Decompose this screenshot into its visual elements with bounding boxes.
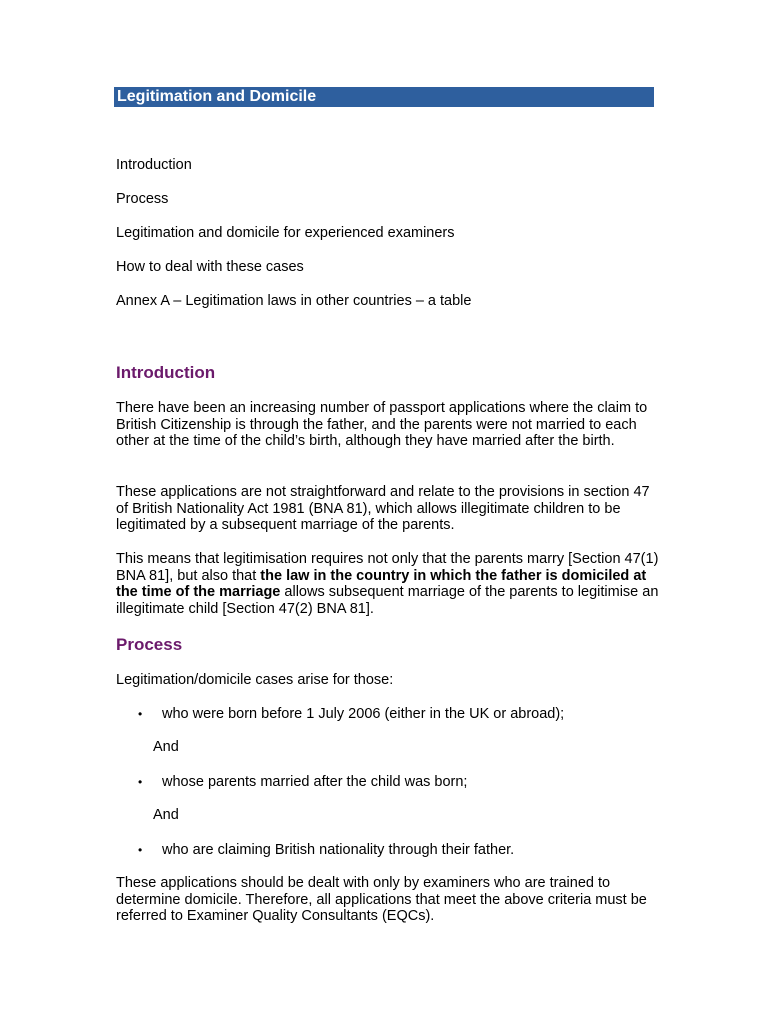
toc-link[interactable]: Introduction <box>116 157 192 173</box>
and-connector: And <box>153 739 179 755</box>
process-closing-paragraph: These applications should be dealt with only by examiners who are trained to determine domicile. Therefore, all applications that meet the above criteria must be referred to Examiner Quality Consultants (EQCs). <box>116 875 647 924</box>
table-of-contents <box>116 157 471 327</box>
introduction-paragraph-2: These applications are not straightforward and relate to the provisions in section 47 of British Nationality Act 1981 (BNA 81), which allows illegitimate children to be legitimated by a subsequent marriage of the parents. <box>116 484 650 533</box>
introduction-heading: Introduction <box>116 363 216 382</box>
emphasis-text: the law in the country in which the father is domiciled at the time of the marriage <box>116 567 647 600</box>
list-item <box>138 706 564 723</box>
document-title: Legitimation and Domicile <box>114 87 654 107</box>
and-connector: And <box>153 807 179 823</box>
toc-item-how-to-deal[interactable] <box>116 259 471 293</box>
paragraph-text: allows subsequent marriage of the parents to legitimise an illegitimate child [Section 47(2) BNA 81]. <box>116 584 659 617</box>
list-item <box>138 842 514 859</box>
toc-item-experienced-examiners[interactable] <box>116 225 471 259</box>
introduction-paragraph-1: There have been an increasing number of passport applications where the claim to British Citizenship is through the father, and the parents were not married to each other at the time of the child’s birth, although they have married after the birth. <box>116 400 648 449</box>
list-item-text: who were born before 1 July 2006 (either in the UK or abroad); <box>162 706 565 722</box>
bullet-icon: • <box>138 843 143 857</box>
toc-item-process[interactable] <box>116 191 471 225</box>
process-heading: Process <box>116 635 183 654</box>
toc-item-annex-a[interactable] <box>116 293 471 327</box>
list-item-text: who are claiming British nationality through their father. <box>162 842 515 858</box>
toc-item-introduction[interactable] <box>116 157 471 191</box>
toc-link[interactable]: Annex A – Legitimation laws in other countries – a table <box>116 293 472 309</box>
list-item-text: whose parents married after the child was born; <box>162 774 468 790</box>
process-intro: Legitimation/domicile cases arise for those: <box>116 672 394 688</box>
toc-link[interactable]: How to deal with these cases <box>116 259 304 275</box>
list-item <box>138 774 467 791</box>
paragraph-text: This means that legitimisation requires not only that the parents marry [Section 47(1) BNA 81], but also that <box>116 551 659 584</box>
bullet-icon: • <box>138 775 143 789</box>
bullet-icon: • <box>138 707 143 721</box>
toc-link[interactable]: Legitimation and domicile for experienced examiners <box>116 225 455 241</box>
toc-link[interactable]: Process <box>116 191 169 207</box>
introduction-paragraph-3 <box>116 551 661 617</box>
